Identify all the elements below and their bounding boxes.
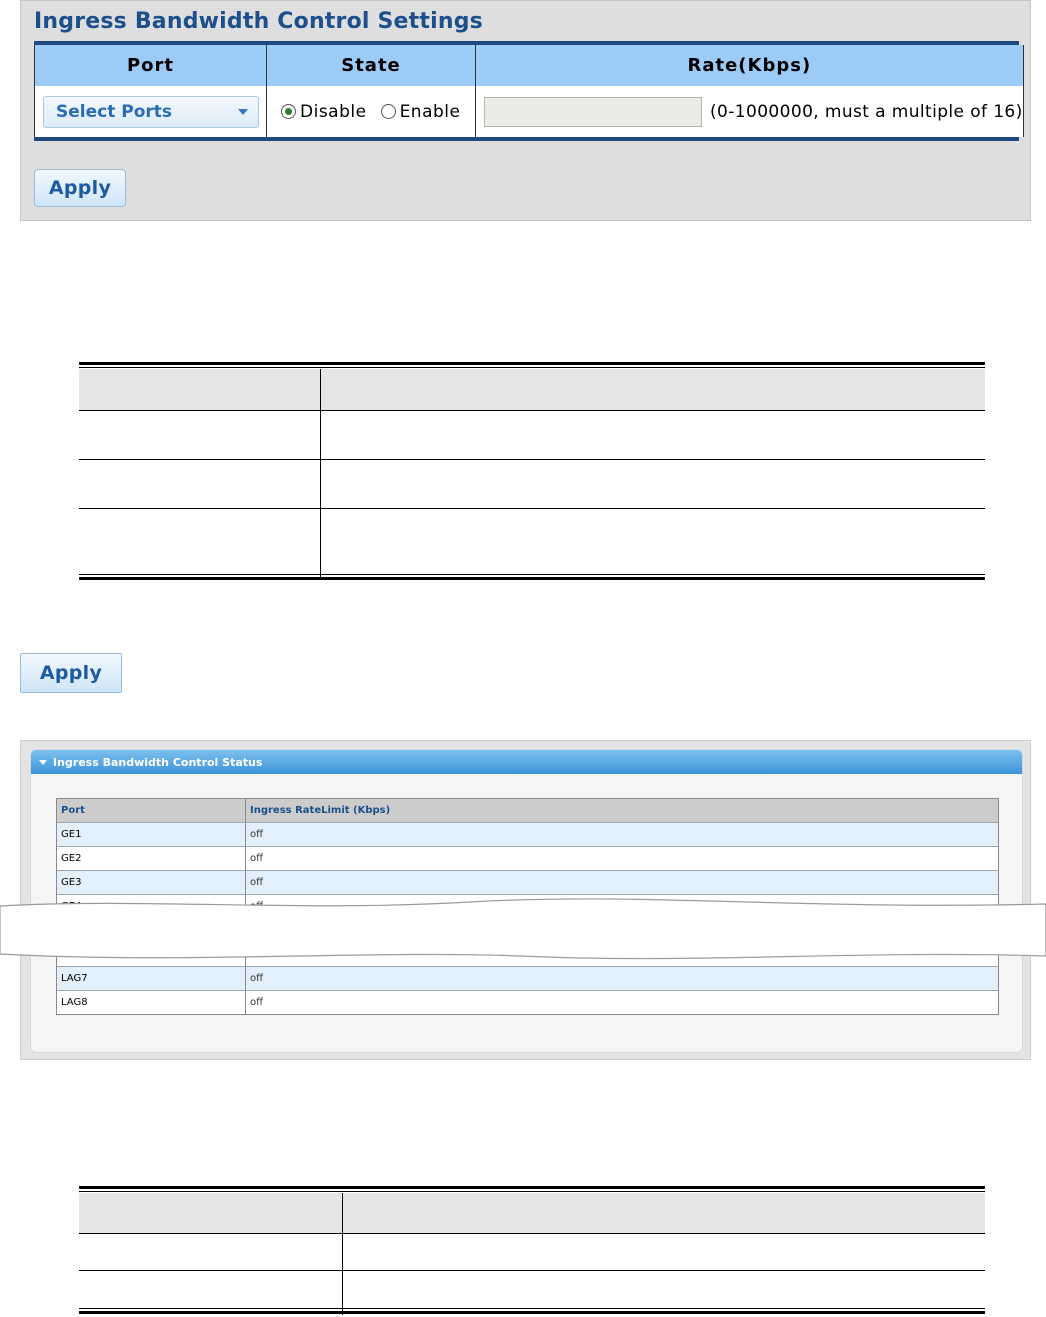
port-cell	[34, 86, 267, 137]
table-cell	[320, 509, 985, 579]
table-cell	[79, 1234, 342, 1270]
table-cell	[79, 460, 320, 508]
rate-input[interactable]	[484, 97, 702, 127]
table-row	[79, 1233, 985, 1270]
collapse-triangle-icon	[39, 760, 47, 765]
table-cell	[320, 460, 985, 508]
table-row	[57, 846, 998, 870]
enable-radio-label[interactable]: Enable	[399, 101, 461, 122]
table-row	[79, 508, 985, 579]
status-panel-header[interactable]	[31, 750, 1022, 774]
status-col-ratelimit: Ingress RateLimit (Kbps)	[245, 799, 998, 822]
enable-radio[interactable]	[381, 104, 396, 119]
table-cell	[79, 1271, 342, 1315]
port-cell: GE1	[61, 829, 82, 840]
port-cell: LAG8	[61, 997, 88, 1008]
value-cell: off	[245, 967, 998, 990]
port-cell: GE2	[61, 853, 82, 864]
table-header-row	[79, 369, 985, 410]
state-cell	[267, 86, 476, 137]
col-header-rate: Rate(Kbps)	[476, 45, 1024, 86]
value-cell: off	[245, 847, 998, 870]
apply-button-standalone[interactable]: Apply	[20, 653, 122, 693]
apply-button[interactable]: Apply	[34, 169, 126, 207]
table-cell	[320, 411, 985, 459]
status-title: Ingress Bandwidth Control Status	[53, 755, 263, 769]
header-cell	[79, 1193, 342, 1233]
object-description-table	[79, 362, 985, 580]
page-break-tear	[0, 880, 1046, 970]
chevron-down-icon	[238, 109, 248, 115]
table-cell	[79, 509, 320, 579]
port-cell: LAG7	[61, 973, 88, 984]
table-header-row	[79, 1193, 985, 1233]
value-cell: off	[245, 991, 998, 1014]
col-header-port: Port	[34, 45, 267, 86]
value-cell: off	[245, 871, 998, 894]
table-row	[57, 990, 998, 1014]
disable-radio[interactable]	[281, 104, 296, 119]
disable-radio-label[interactable]: Disable	[300, 101, 367, 122]
table-cell	[342, 1234, 985, 1270]
header-cell	[79, 369, 320, 410]
state-radio-group	[267, 102, 470, 122]
select-ports-label: Select Ports	[56, 101, 173, 122]
port-cell: GE3	[61, 877, 82, 888]
table-cell	[79, 411, 320, 459]
table-row	[79, 410, 985, 459]
status-header-row	[57, 799, 998, 822]
status-col-port: Port	[61, 805, 85, 816]
table-cell	[342, 1271, 985, 1315]
settings-table	[34, 41, 1023, 141]
rate-cell	[476, 86, 1024, 137]
object-description-table-2	[79, 1186, 985, 1314]
table-row	[79, 459, 985, 508]
col-header-state: State	[267, 45, 476, 86]
rate-hint: (0-1000000, must a multiple of 16)	[710, 101, 1023, 122]
select-ports-dropdown[interactable]	[43, 96, 259, 128]
header-cell	[320, 369, 985, 410]
table-row	[57, 822, 998, 846]
header-cell	[342, 1193, 985, 1233]
ingress-settings-panel	[20, 0, 1031, 221]
table-row	[79, 1270, 985, 1315]
settings-title: Ingress Bandwidth Control Settings	[34, 9, 483, 34]
value-cell: off	[245, 823, 998, 846]
